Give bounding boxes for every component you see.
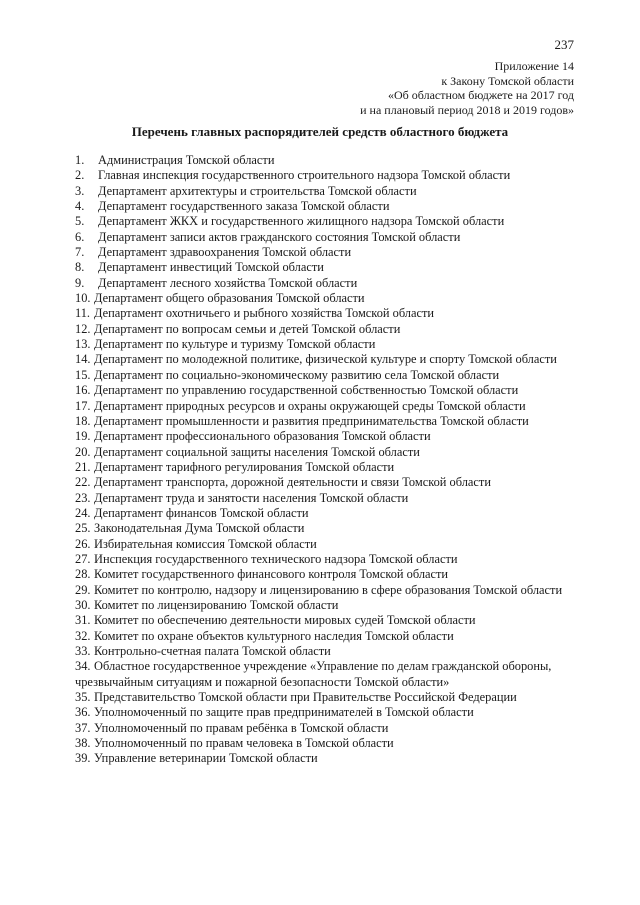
appendix-line-3: «Об областном бюджете на 2017 год	[388, 88, 574, 103]
list-item	[75, 230, 569, 245]
list-item-number: 32.	[75, 628, 91, 643]
list-item	[75, 383, 569, 398]
list-item-text: Уполномоченный по правам человека в Томской области	[94, 736, 394, 751]
appendix-header	[360, 59, 574, 117]
list-item-number: 31.	[75, 613, 91, 628]
list-item-text: Департамент финансов Томской области	[94, 505, 309, 520]
list-item-number: 26.	[75, 536, 91, 551]
list-item	[75, 445, 569, 460]
page-number: 237	[554, 37, 574, 52]
list-item-number: 16.	[75, 383, 91, 398]
list-item	[75, 690, 569, 705]
list-item	[75, 491, 569, 506]
list-item	[75, 153, 569, 168]
document-title: Перечень главных распорядителей средств областного бюджета	[131, 124, 509, 139]
list-item-text: Департамент охотничьего и рыбного хозяйства Томской области	[94, 306, 435, 321]
list-item-number: 28.	[75, 567, 91, 582]
list-item-number: 30.	[75, 597, 91, 612]
list-item-text: Департамент промышленности и развития предпринимательства Томской области	[94, 413, 529, 428]
list-item-number: 34.	[75, 659, 91, 674]
list-item	[75, 751, 569, 766]
list-item	[75, 567, 569, 582]
list-item-number: 3.	[75, 183, 85, 198]
list-item-number: 25.	[75, 521, 91, 536]
list-item	[75, 399, 569, 414]
list-item-text: Департамент государственного заказа Томской области	[98, 199, 390, 214]
list-item-number: 15.	[75, 367, 91, 382]
list-item	[75, 184, 569, 199]
list-item-text: Избирательная комиссия Томской области	[94, 536, 317, 551]
list-item-number: 9.	[75, 275, 85, 290]
list-item-number: 13.	[75, 337, 91, 352]
list-item	[75, 337, 569, 352]
list-item-text: Департамент по вопросам семьи и детей Томской области	[94, 321, 401, 336]
list-item-text: Департамент лесного хозяйства Томской области	[98, 275, 358, 290]
list-item	[75, 475, 569, 490]
appendix-line-1: Приложение 14	[494, 59, 574, 73]
list-item-number: 2.	[75, 168, 85, 183]
list-item	[75, 291, 569, 306]
list-item-number: 1.	[75, 153, 85, 167]
list-item-number: 14.	[75, 352, 91, 367]
list-item-text: Областное государственное учреждение «Управление по делам гражданской обороны, чрезвычайным ситуациям и пожарной безопасности Томской области»	[75, 659, 552, 689]
list-item-text: Департамент по молодежной политике, физической культуре и спорту Томской области	[94, 352, 557, 367]
list-item-number: 39.	[75, 751, 91, 766]
list-item-text: Департамент транспорта, дорожной деятельности и связи Томской области	[94, 475, 491, 490]
appendix-line-4: и на плановый период 2018 и 2019 годов»	[360, 102, 574, 117]
list-item	[75, 168, 569, 183]
list-item-number: 18.	[75, 413, 91, 428]
list-item	[75, 260, 569, 275]
list-item	[75, 537, 569, 552]
list-item-number: 36.	[75, 705, 91, 720]
list-item	[75, 583, 569, 598]
list-item	[75, 352, 569, 367]
list-item	[75, 306, 569, 321]
list-item-text: Комитет по лицензированию Томской области	[94, 597, 339, 612]
list-item	[75, 659, 569, 690]
list-item-number: 11.	[75, 306, 91, 321]
list-item	[75, 705, 569, 720]
list-item	[75, 521, 569, 536]
list-item-text: Департамент по социально-экономическому развитию села Томской области	[94, 367, 500, 382]
list-item-text: Департамент труда и занятости населения Томской области	[94, 490, 409, 505]
list-item	[75, 414, 569, 429]
list-item-number: 19.	[75, 429, 91, 444]
list-item-text: Департамент по управлению государственной собственностью Томской области	[94, 383, 519, 398]
list-item	[75, 322, 569, 337]
list-item-number: 33.	[75, 644, 91, 658]
list-item-text: Департамент здравоохранения Томской области	[98, 245, 352, 260]
list-item	[75, 460, 569, 475]
list-item-number: 12.	[75, 321, 91, 336]
list-item-text: Управление ветеринарии Томской области	[94, 751, 318, 766]
list-item-number: 27.	[75, 551, 91, 566]
list-item	[75, 245, 569, 260]
list-item-text: Департамент общего образования Томской области	[94, 291, 365, 306]
list-item-text: Департамент социальной защиты населения Томской области	[94, 444, 420, 459]
list-item-text: Департамент тарифного регулирования Томской области	[94, 459, 395, 474]
list-item-text: Контрольно-счетная палата Томской области	[94, 644, 331, 658]
list-item-number: 23.	[75, 490, 91, 505]
list-item-number: 21.	[75, 459, 91, 474]
list-item	[75, 721, 569, 736]
list-item-text: Представительство Томской области при Правительстве Российской Федерации	[94, 690, 517, 705]
list-item-number: 35.	[75, 690, 91, 705]
list-item-text: Администрация Томской области	[98, 153, 275, 167]
list-item-number: 10.	[75, 291, 91, 306]
list-item-text: Комитет по охране объектов культурного наследия Томской области	[94, 628, 454, 643]
list-item-text: Уполномоченный по защите прав предпринимателей в Томской области	[94, 705, 474, 720]
list-item-text: Департамент ЖКХ и государственного жилищного надзора Томской области	[98, 214, 505, 229]
list-item-number: 22.	[75, 475, 91, 490]
list-item-number: 7.	[75, 245, 85, 260]
list-item-number: 4.	[75, 199, 85, 214]
list-item-text: Инспекция государственного технического надзора Томской области	[94, 551, 458, 566]
list-item-number: 24.	[75, 505, 91, 520]
list-item	[75, 598, 569, 613]
appendix-line-2: к Закону Томской области	[441, 73, 574, 88]
list-item-text: Департамент инвестиций Томской области	[98, 260, 324, 275]
list-item	[75, 368, 569, 383]
list-item-text: Департамент по культуре и туризму Томской области	[94, 337, 376, 352]
list-item-number: 29.	[75, 582, 91, 597]
list-item	[75, 506, 569, 521]
list-item-text: Уполномоченный по правам ребёнка в Томской области	[94, 720, 389, 735]
list-item	[75, 629, 569, 644]
list-item-text: Департамент профессионального образования Томской области	[94, 429, 431, 444]
list-item-number: 37.	[75, 720, 91, 735]
list-item	[75, 613, 569, 628]
list-item-number: 8.	[75, 260, 85, 275]
list-item	[75, 276, 569, 291]
list-item	[75, 199, 569, 214]
list-item-number: 5.	[75, 214, 85, 229]
list-item-text: Законодательная Дума Томской области	[94, 521, 305, 536]
list-item	[75, 644, 569, 659]
list-item-text: Главная инспекция государственного строительного надзора Томской области	[98, 168, 511, 183]
list-item-text: Департамент природных ресурсов и охраны окружающей среды Томской области	[94, 398, 526, 413]
list-item-number: 20.	[75, 444, 91, 459]
list-item-number: 6.	[75, 229, 85, 244]
distributors-list	[75, 153, 569, 767]
list-item	[75, 214, 569, 229]
list-item-text: Комитет по контролю, надзору и лицензированию в сфере образования Томской области	[94, 582, 563, 597]
list-item	[75, 736, 569, 751]
list-item-text: Департамент архитектуры и строительства Томской области	[98, 183, 417, 198]
list-item-text: Комитет государственного финансового контроля Томской области	[94, 567, 449, 582]
list-item-text: Комитет по обеспечению деятельности мировых судей Томской области	[94, 613, 476, 628]
list-item	[75, 429, 569, 444]
list-item-number: 38.	[75, 736, 91, 751]
list-item-text: Департамент записи актов гражданского состояния Томской области	[98, 229, 461, 244]
list-item	[75, 552, 569, 567]
list-item-number: 17.	[75, 398, 91, 413]
